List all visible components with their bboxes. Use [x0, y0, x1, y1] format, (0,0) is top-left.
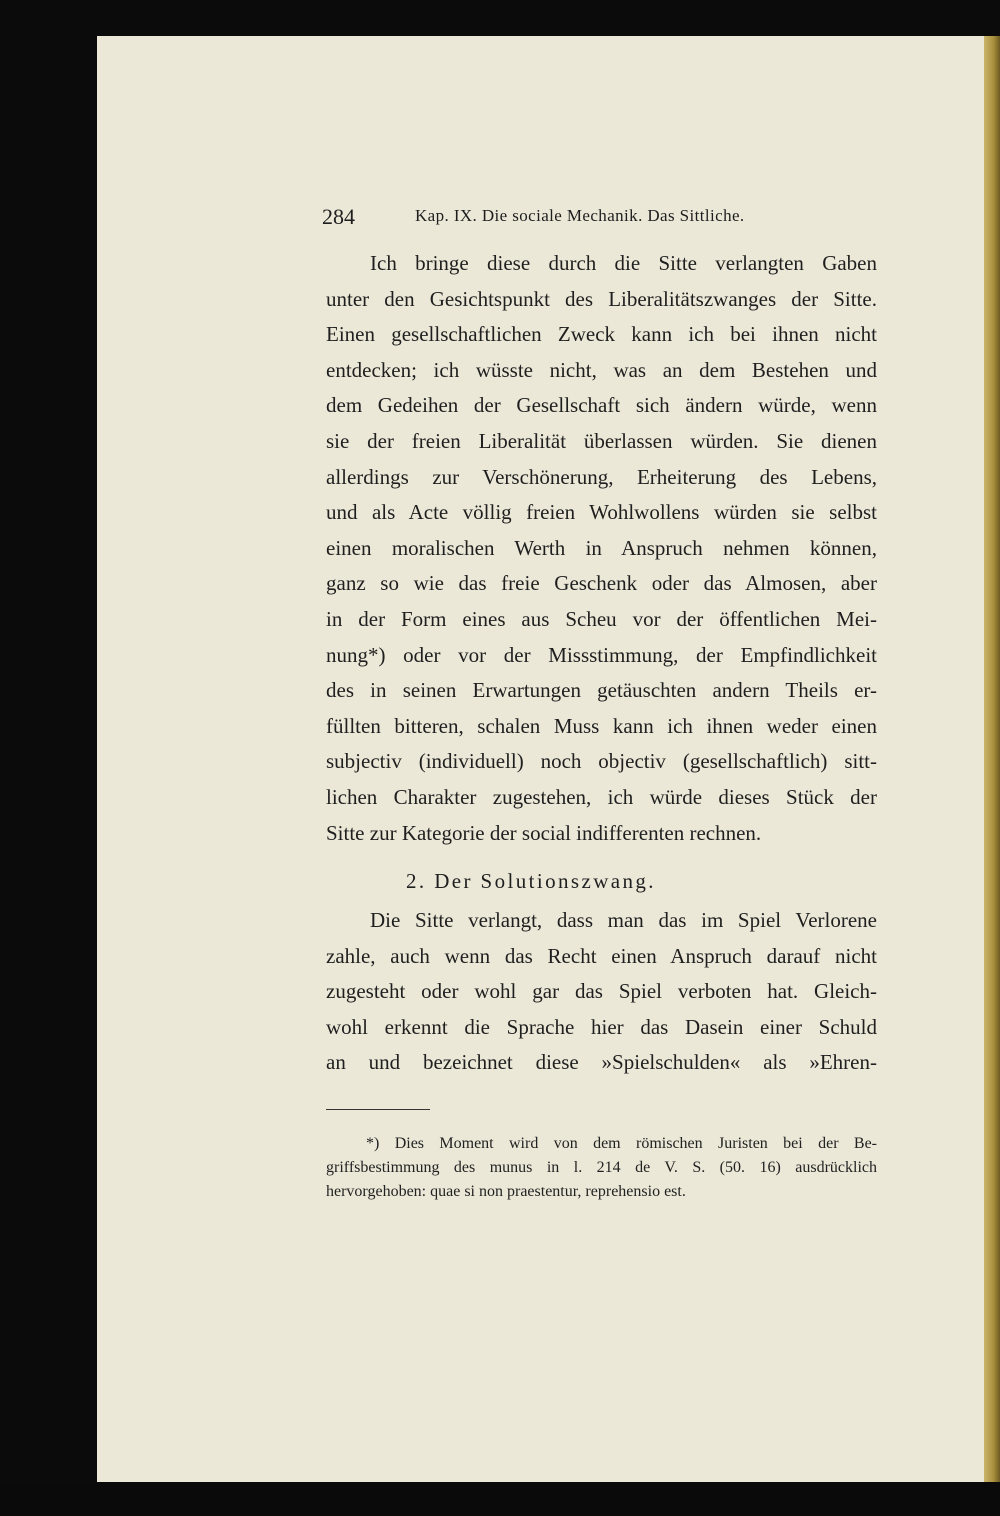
page-header — [322, 200, 862, 240]
footnote-rule — [326, 1109, 430, 1110]
text-line: zugesteht oder wohl gar das Spiel verboten hat. Gleich- — [326, 979, 877, 1004]
text-line: und als Acte völlig freien Wohlwollens würden sie selbst — [326, 500, 877, 525]
text-line: an und bezeichnet diese »Spielschulden« als »Ehren- — [326, 1050, 877, 1075]
footnote-line: hervorgehoben: quae si non praestentur, reprehensio est. — [326, 1183, 686, 1200]
text-line: in der Form eines aus Scheu vor der öffentlichen Mei- — [326, 606, 877, 631]
page-edge — [984, 36, 1000, 1482]
footnote-line: *) Dies Moment wird von dem römischen Juristen bei der Be- — [366, 1135, 877, 1152]
text-line: Ich bringe diese durch die Sitte verlangten Gaben — [370, 251, 877, 275]
footnote — [326, 1132, 877, 1204]
text-line: unter den Gesichtspunkt des Liberalitätszwanges der Sitte. — [326, 286, 877, 311]
text-line: Einen gesellschaftlichen Zweck kann ich bei ihnen nicht — [326, 322, 877, 347]
text-line: Sitte zur Kategorie der social indifferenten rechnen. — [326, 820, 762, 845]
page-number: 284 — [322, 204, 355, 229]
text-line: füllten bitteren, schalen Muss kann ich ihnen weder einen — [326, 713, 877, 738]
body-text — [326, 246, 877, 1081]
text-line: ganz so wie das freie Geschenk oder das Almosen, aber — [326, 571, 877, 596]
text-line: Die Sitte verlangt, dass man das im Spiel Verlorene — [370, 908, 877, 933]
text-line: sie der freien Liberalität überlassen würden. Sie dienen — [326, 428, 877, 453]
section-heading: 2. Der Solutionszwang. — [406, 869, 656, 894]
running-head: Kap. IX. Die sociale Mechanik. Das Sittliche. — [415, 206, 745, 225]
text-line: subjectiv (individuell) noch objectiv (gesellschaftlich) sitt- — [326, 749, 877, 774]
text-line: dem Gedeihen der Gesellschaft sich ändern würde, wenn — [326, 393, 877, 418]
text-line: allerdings zur Verschönerung, Erheiterung des Lebens, — [326, 464, 877, 489]
text-line: lichen Charakter zugestehen, ich würde dieses Stück der — [326, 784, 877, 809]
text-line: entdecken; ich wüsste nicht, was an dem Bestehen und — [326, 357, 877, 382]
footnote-line: griffsbestimmung des munus in l. 214 de V. S. (50. 16) ausdrücklich — [326, 1159, 877, 1176]
text-line: wohl erkennt die Sprache hier das Dasein einer Schuld — [326, 1014, 877, 1039]
text-line: einen moralischen Werth in Anspruch nehmen können, — [326, 535, 877, 560]
text-line: des in seinen Erwartungen getäuschten andern Theils er- — [326, 678, 877, 703]
scan-border-bottom — [0, 1482, 1000, 1516]
text-line: zahle, auch wenn das Recht einen Anspruch darauf nicht — [326, 943, 877, 968]
text-line: nung*) oder vor der Missstimmung, der Empfindlichkeit — [326, 642, 877, 667]
